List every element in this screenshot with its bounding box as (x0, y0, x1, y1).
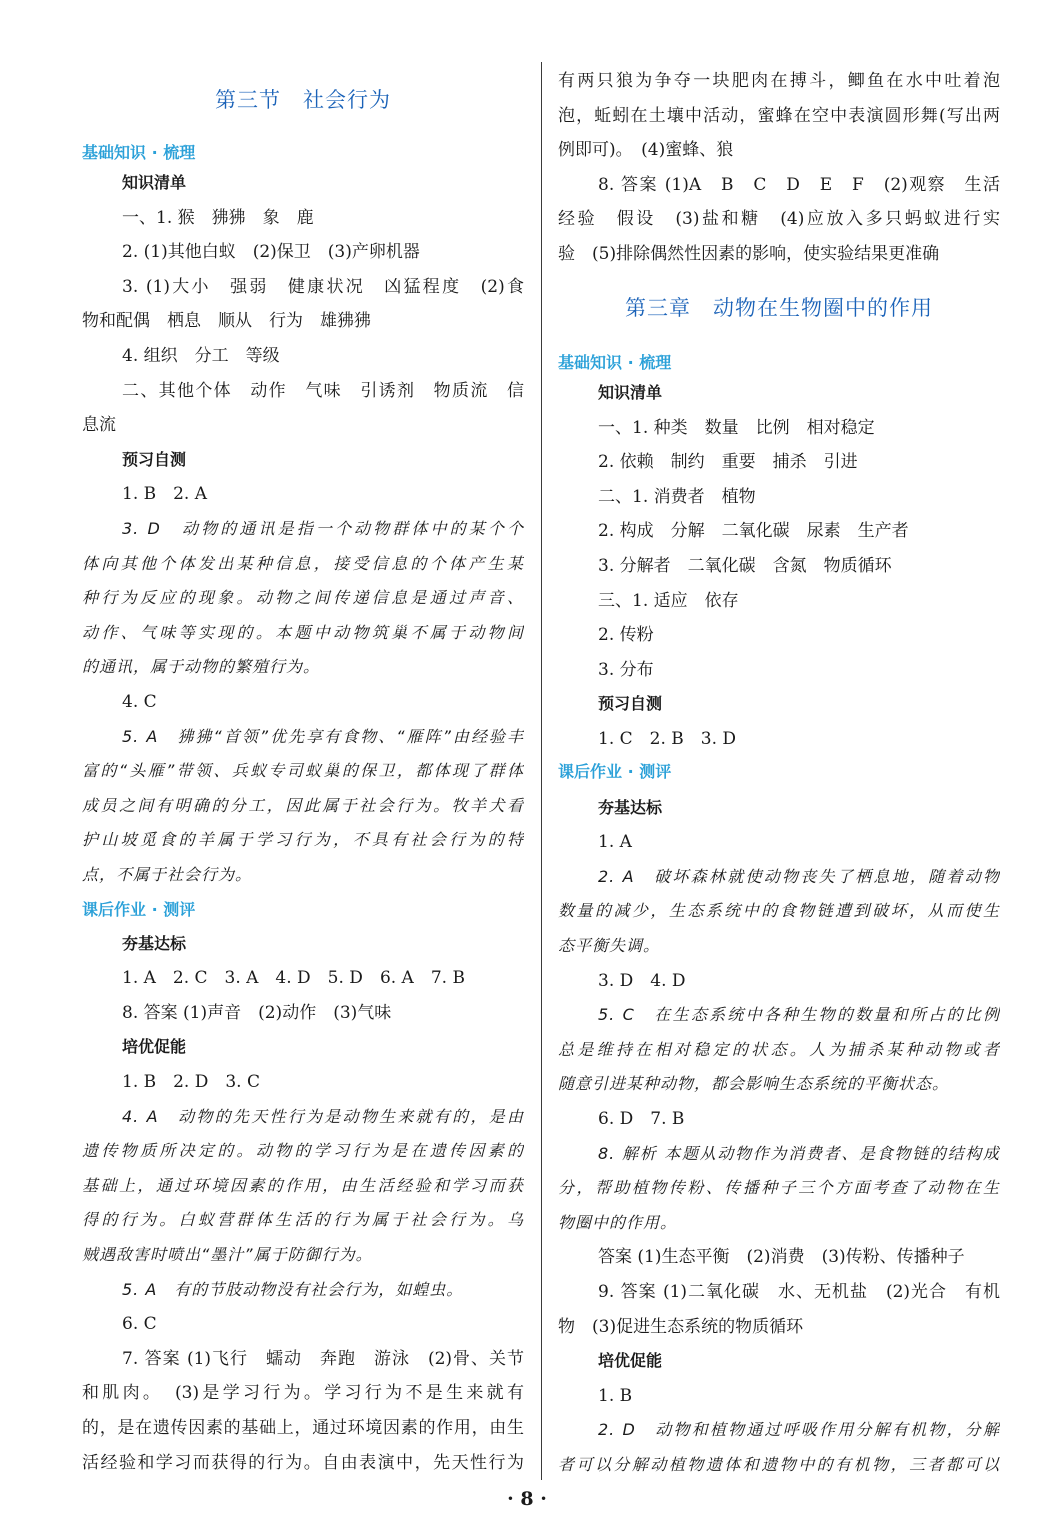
text-line: 7. 答案 (1)飞行 蠕动 奔跑 游泳 (2)骨、关节 (122, 1348, 524, 1369)
homework-heading: 课后作业 · 测评 (82, 899, 196, 919)
text-line: 基础上，通过环境因素的作用，由生活经验和学习而获 (82, 1175, 524, 1195)
text-line: 态平衡失调。 (558, 936, 661, 955)
text-line: 物和配偶 栖息 顺从 行为 雄狒狒 (82, 311, 371, 332)
text-line: 二、其他个体 动作 气味 引诱剂 物质流 信 (122, 380, 524, 401)
text-line: 8. 答案 (1)A B C D E F (2)观察 生活 (598, 174, 1000, 195)
text-line: 二、1. 消费者 植物 (598, 486, 756, 507)
text-line: 有两只狼为争夺一块肥肉在搏斗，鲫鱼在水中吐着泡 (558, 71, 1000, 91)
homework-heading: 课后作业 · 测评 (558, 761, 672, 781)
text-line: 4. C (122, 692, 157, 712)
text-line: 验 (5)排除偶然性因素的影响，使实验结果更准确 (558, 244, 940, 264)
text-line: 贼遇敌害时喷出“墨汁”属于防御行为。 (82, 1245, 373, 1264)
text-line: 2. 传粉 (598, 625, 654, 646)
text-line: 夯基达标 (598, 797, 663, 817)
text-line: 一、1. 种类 数量 比例 相对稳定 (598, 417, 875, 438)
section-title: 第三节 社会行为 (215, 88, 391, 112)
text-line: 3. D 动物的通讯是指一个动物群体中的某个个 (122, 519, 524, 538)
chapter-title: 第三章 动物在生物圈中的作用 (625, 296, 933, 320)
text-line: 经验 假设 (3)盐和糖 (4)应放入多只蚂蚁进行实 (558, 209, 1000, 230)
text-line: 知识清单 (122, 173, 187, 192)
text-line: 2. (1)其他白蚁 (2)保卫 (3)产卵机器 (122, 242, 420, 263)
text-line: 种行为反应的现象。动物之间传递信息是通过声音、 (82, 588, 524, 608)
text-line: 活经验和学习而获得的行为。自由表演中，先天性行为 (82, 1452, 524, 1473)
text-line: 6. D 7. B (598, 1109, 685, 1129)
text-line: 的，是在遗传因素的基础上，通过环境因素的作用，由生 (82, 1418, 524, 1438)
text-line: 8. 解析 本题从动物作为消费者、是食物链的结构成 (598, 1143, 1000, 1163)
text-line: 2. A 破坏森林就使动物丧失了栖息地，随着动物 (598, 866, 1000, 886)
text-line: 2. 依赖 制约 重要 捕杀 引进 (598, 452, 858, 473)
text-line: 3. 分布 (598, 659, 654, 680)
text-line: 泡，蚯蚓在土壤中活动，蜜蜂在空中表演圆形舞(写出两 (558, 105, 1000, 126)
text-line: 6. C (122, 1314, 157, 1335)
text-line: 1. B 2. D 3. C (122, 1072, 261, 1092)
text-line: 4. 组织 分工 等级 (122, 346, 280, 366)
text-line: 一、1. 猴 狒狒 象 鹿 (122, 207, 314, 228)
text-line: 护山坡觅食的羊属于学习行为，不具有社会行为的特 (82, 830, 524, 850)
text-line: 三、1. 适应 依存 (598, 590, 739, 611)
text-line: 2. 构成 分解 二氧化碳 尿素 生产者 (598, 521, 909, 542)
text-line: 1. B 2. A (122, 484, 208, 505)
column-divider (541, 62, 542, 1480)
text-line: 5. A 有的节肢动物没有社会行为，如蝗虫。 (122, 1279, 464, 1299)
text-line: 预习自测 (122, 449, 187, 469)
text-line: 数量的减少，生态系统中的食物链遭到破坏，从而使生 (558, 901, 1000, 921)
text-line: 5. A 狒狒“首领”优先享有食物、“雁阵”由经验丰 (122, 726, 524, 746)
text-line: 成员之间有明确的分工，因此属于社会行为。牧羊犬看 (82, 795, 524, 815)
text-line: 的通讯，属于动物的繁殖行为。 (82, 657, 321, 677)
text-line: 物圈中的作用。 (558, 1212, 678, 1232)
text-line: 3. D 4. D (598, 970, 686, 991)
text-line: 者可以分解动植物遗体和遗物中的有机物，三者都可以 (558, 1455, 1000, 1474)
text-line: 得的行为。白蚁营群体生活的行为属于社会行为。乌 (82, 1210, 524, 1230)
text-line: 3. (1)大小 强弱 健康状况 凶猛程度 (2)食 (122, 276, 524, 297)
text-line: 3. 分解者 二氧化碳 含氮 物质循环 (598, 556, 892, 576)
text-line: 动作、气味等实现的。本题中动物筑巢不属于动物间 (82, 622, 524, 642)
text-line: 夯基达标 (122, 933, 187, 953)
page-number: · 8 · (507, 1488, 547, 1510)
text-line: 5. C 在生态系统中各种生物的数量和所占的比例 (598, 1005, 1000, 1025)
text-line: 随意引进某种动物，都会影响生态系统的平衡状态。 (558, 1074, 950, 1094)
text-line: 1. C 2. B 3. D (598, 729, 737, 749)
text-line: 9. 答案 (1)二氧化碳 水、无机盐 (2)光合 有机 (598, 1282, 1000, 1302)
basic-knowledge-heading: 基础知识 · 梳理 (82, 143, 196, 162)
text-line: 4. A 动物的先天性行为是动物生来就有的，是由 (122, 1106, 524, 1126)
text-line: 点，不属于社会行为。 (82, 865, 253, 884)
text-line: 2. D 动物和植物通过呼吸作用分解有机物，分解 (598, 1420, 1000, 1440)
text-line: 遗传物质所决定的。动物的学习行为是在遗传因素的 (82, 1141, 524, 1161)
text-line: 知识清单 (598, 383, 663, 402)
basic-knowledge-heading: 基础知识 · 梳理 (558, 353, 672, 372)
text-line: 和肌肉。 (3)是学习行为。学习行为不是生来就有 (82, 1383, 524, 1404)
text-line: 1. B (598, 1385, 633, 1406)
text-line: 培优促能 (122, 1037, 187, 1057)
text-line: 8. 答案 (1)声音 (2)动作 (3)气味 (122, 1002, 392, 1023)
text-line: 答案 (1)生态平衡 (2)消费 (3)传粉、传播种子 (598, 1247, 965, 1268)
text-line: 1. A 2. C 3. A 4. D 5. D 6. A 7. B (122, 968, 465, 989)
text-line: 富的“头雁”带领、兵蚁专司蚁巢的保卫，都体现了群体 (82, 761, 524, 781)
text-line: 总是维持在相对稳定的状态。人为捕杀某种动物或者 (558, 1039, 1000, 1059)
text-line: 例即可)。 (4)蜜蜂、狼 (558, 140, 734, 161)
text-line: 物 (3)促进生态系统的物质循环 (558, 1316, 804, 1337)
text-line: 1. A (598, 832, 632, 853)
text-line: 分，帮助植物传粉、传播种子三个方面考查了动物在生 (558, 1178, 1000, 1198)
text-line: 息流 (82, 415, 116, 436)
text-line: 培优促能 (598, 1351, 663, 1371)
text-line: 预习自测 (598, 694, 663, 714)
text-line: 体向其他个体发出某种信息，接受信息的个体产生某 (82, 553, 524, 573)
